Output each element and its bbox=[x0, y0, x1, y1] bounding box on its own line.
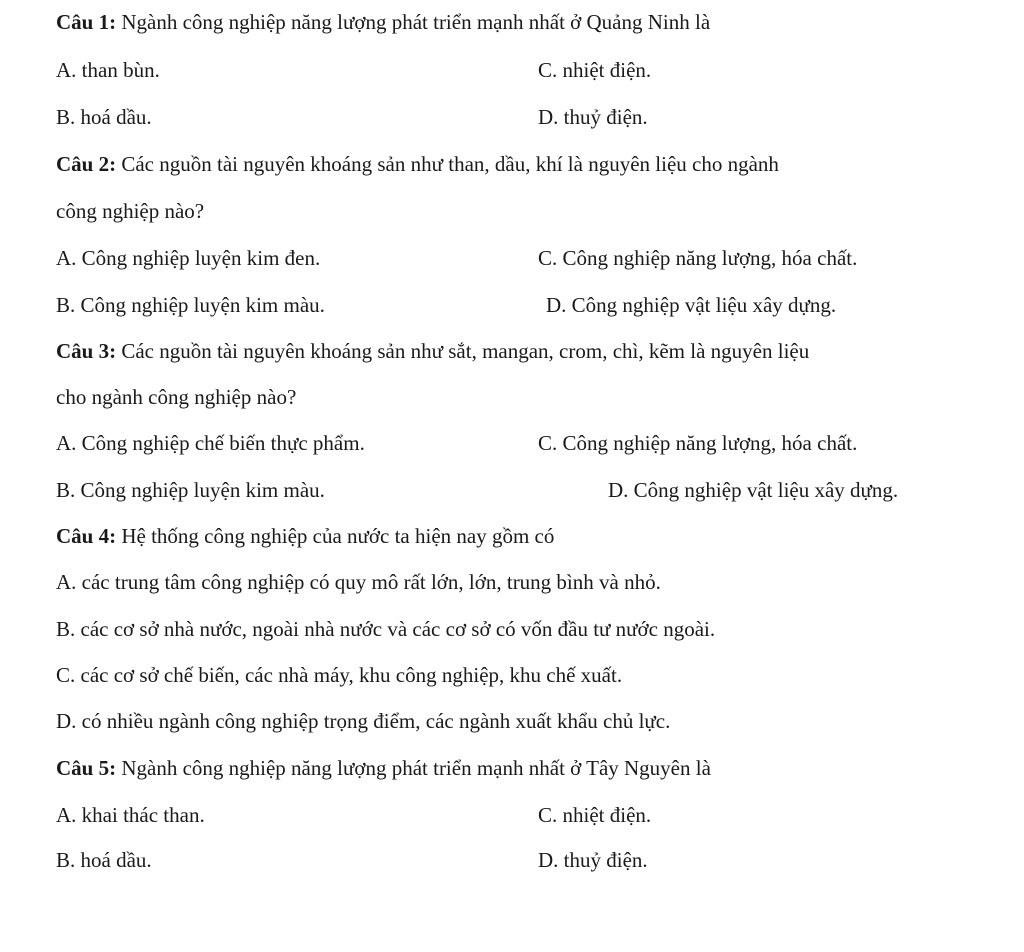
question-3-option-b: B. Công nghiệp luyện kim màu. bbox=[56, 478, 325, 502]
question-1-option-d: D. thuỷ điện. bbox=[538, 105, 648, 129]
question-5-option-d: D. thuỷ điện. bbox=[538, 848, 648, 872]
question-3-label: Câu 3: bbox=[56, 339, 117, 363]
question-1-text: Ngành công nghiệp năng lượng phát triển mạnh nhất ở Quảng Ninh là bbox=[116, 10, 711, 34]
question-5-label: Câu 5: bbox=[56, 756, 117, 780]
question-5-stem bbox=[56, 755, 711, 781]
question-5-option-a: A. khai thác than. bbox=[56, 803, 205, 827]
question-2-option-a: A. Công nghiệp luyện kim đen. bbox=[56, 246, 321, 270]
question-4-option-a: A. các trung tâm công nghiệp có quy mô rất lớn, lớn, trung bình và nhỏ. bbox=[56, 570, 661, 594]
question-3-stem-continued: cho ngành công nghiệp nào? bbox=[56, 385, 297, 409]
question-2-stem bbox=[56, 151, 779, 177]
question-3-option-a: A. Công nghiệp chế biến thực phẩm. bbox=[56, 431, 365, 455]
question-3-stem bbox=[56, 338, 809, 364]
question-3-text: Các nguồn tài nguyên khoáng sản như sắt, mangan, crom, chì, kẽm là nguyên liệu bbox=[116, 339, 810, 363]
question-5-text: Ngành công nghiệp năng lượng phát triển mạnh nhất ở Tây Nguyên là bbox=[116, 756, 711, 780]
question-3-option-d: D. Công nghiệp vật liệu xây dựng. bbox=[608, 478, 899, 502]
question-1-option-c: C. nhiệt điện. bbox=[538, 58, 652, 82]
question-4-option-b: B. các cơ sở nhà nước, ngoài nhà nước và các cơ sở có vốn đầu tư nước ngoài. bbox=[56, 617, 716, 641]
question-2-option-b: B. Công nghiệp luyện kim màu. bbox=[56, 293, 325, 317]
question-2-text: Các nguồn tài nguyên khoáng sản như than, dầu, khí là nguyên liệu cho ngành bbox=[116, 152, 779, 176]
question-1-option-b: B. hoá dầu. bbox=[56, 105, 152, 129]
question-5-option-c: C. nhiệt điện. bbox=[538, 803, 652, 827]
question-2-option-d: D. Công nghiệp vật liệu xây dựng. bbox=[546, 293, 837, 317]
question-4-label: Câu 4: bbox=[56, 524, 117, 548]
question-2-label: Câu 2: bbox=[56, 152, 117, 176]
question-1-stem bbox=[56, 9, 710, 35]
question-1-option-a: A. than bùn. bbox=[56, 58, 160, 82]
question-4-text: Hệ thống công nghiệp của nước ta hiện nay gồm có bbox=[116, 524, 555, 548]
question-2-option-c: C. Công nghiệp năng lượng, hóa chất. bbox=[538, 246, 858, 270]
question-5-option-b: B. hoá dầu. bbox=[56, 848, 152, 872]
question-4-option-c: C. các cơ sở chế biến, các nhà máy, khu công nghiệp, khu chế xuất. bbox=[56, 663, 623, 687]
question-4-option-d: D. có nhiều ngành công nghiệp trọng điểm, các ngành xuất khẩu chủ lực. bbox=[56, 709, 671, 733]
question-3-option-c: C. Công nghiệp năng lượng, hóa chất. bbox=[538, 431, 858, 455]
question-4-stem bbox=[56, 523, 554, 549]
question-1-label: Câu 1: bbox=[56, 10, 117, 34]
question-2-stem-continued: công nghiệp nào? bbox=[56, 199, 205, 223]
